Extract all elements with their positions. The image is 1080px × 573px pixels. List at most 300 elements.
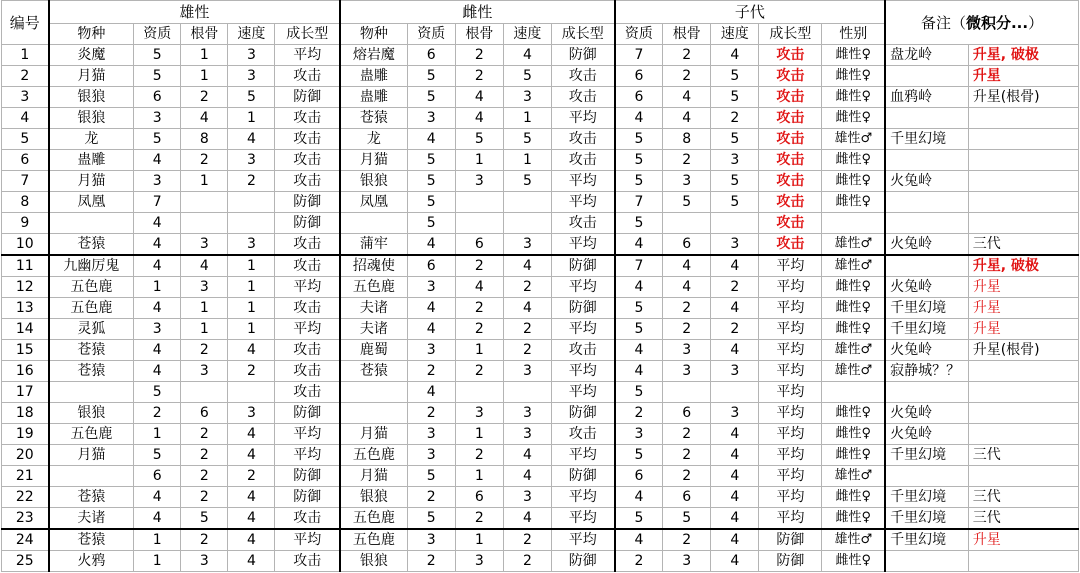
cell-offspring-gender: 雌性♀ xyxy=(822,551,885,572)
cell-id: 6 xyxy=(2,150,49,171)
cell-offspring-growth: 攻击 xyxy=(759,87,822,108)
cell-male-aptitude: 4 xyxy=(134,298,181,319)
cell-note-remark: 升星(根骨) xyxy=(968,340,1078,361)
cell-male-species: 九幽厉鬼 xyxy=(49,255,134,277)
cell-female-growth: 攻击 xyxy=(551,87,614,108)
cell-offspring-growth: 平均 xyxy=(759,445,822,466)
cell-male-bone: 2 xyxy=(181,150,228,171)
cell-female-bone: 2 xyxy=(455,298,503,319)
cell-offspring-aptitude: 5 xyxy=(615,298,663,319)
header-offspring-growth: 成长型 xyxy=(759,24,822,45)
cell-male-speed: 3 xyxy=(228,45,275,66)
cell-offspring-gender: 雌性♀ xyxy=(822,45,885,66)
cell-id: 19 xyxy=(2,424,49,445)
cell-male-growth: 防御 xyxy=(275,87,340,108)
cell-offspring-bone: 4 xyxy=(663,277,711,298)
cell-offspring-aptitude: 5 xyxy=(615,445,663,466)
cell-male-species: 银狼 xyxy=(49,403,134,424)
cell-offspring-speed: 4 xyxy=(711,466,759,487)
cell-female-species: 苍猿 xyxy=(340,361,407,382)
cell-male-growth: 平均 xyxy=(275,529,340,551)
table-row xyxy=(2,298,1079,319)
cell-female-speed: 4 xyxy=(503,255,551,277)
cell-female-growth: 平均 xyxy=(551,171,614,192)
cell-offspring-speed: 4 xyxy=(711,529,759,551)
cell-male-aptitude: 5 xyxy=(134,129,181,150)
cell-offspring-growth: 防御 xyxy=(759,551,822,572)
table-row xyxy=(2,340,1079,361)
cell-male-bone: 2 xyxy=(181,529,228,551)
header-id: 编号 xyxy=(2,1,49,45)
cell-female-bone: 2 xyxy=(455,255,503,277)
cell-offspring-bone: 5 xyxy=(663,192,711,213)
cell-male-growth: 攻击 xyxy=(275,234,340,256)
cell-female-speed: 2 xyxy=(503,529,551,551)
cell-offspring-bone: 3 xyxy=(663,171,711,192)
cell-male-aptitude: 3 xyxy=(134,171,181,192)
cell-male-species: 灵狐 xyxy=(49,319,134,340)
cell-offspring-growth: 攻击 xyxy=(759,150,822,171)
cell-male-aptitude: 6 xyxy=(134,466,181,487)
cell-id: 11 xyxy=(2,255,49,277)
cell-female-speed xyxy=(503,213,551,234)
table-row xyxy=(2,466,1079,487)
cell-offspring-aptitude: 4 xyxy=(615,234,663,256)
cell-offspring-growth: 攻击 xyxy=(759,66,822,87)
cell-female-species: 苍猿 xyxy=(340,108,407,129)
cell-female-species xyxy=(340,403,407,424)
cell-offspring-gender: 雌性♀ xyxy=(822,319,885,340)
cell-male-speed xyxy=(228,382,275,403)
cell-note-location: 火兔岭 xyxy=(885,277,968,298)
cell-offspring-gender: 雄性♂ xyxy=(822,361,885,382)
cell-male-speed: 3 xyxy=(228,66,275,87)
cell-id: 23 xyxy=(2,508,49,530)
cell-note-remark: 升星(根骨) xyxy=(968,87,1078,108)
cell-male-aptitude: 1 xyxy=(134,424,181,445)
cell-male-growth: 平均 xyxy=(275,319,340,340)
cell-offspring-growth: 平均 xyxy=(759,319,822,340)
cell-note-remark: 升星, 破极 xyxy=(968,255,1078,277)
cell-male-bone: 2 xyxy=(181,445,228,466)
breeding-table xyxy=(1,0,1079,572)
cell-note-remark xyxy=(968,403,1078,424)
cell-female-growth: 攻击 xyxy=(551,66,614,87)
cell-male-growth: 防御 xyxy=(275,487,340,508)
cell-offspring-growth: 平均 xyxy=(759,298,822,319)
cell-male-species: 龙 xyxy=(49,129,134,150)
cell-offspring-bone: 2 xyxy=(663,424,711,445)
cell-male-bone: 1 xyxy=(181,171,228,192)
header-female: 雌性 xyxy=(340,1,615,24)
cell-female-growth: 防御 xyxy=(551,466,614,487)
cell-note-location: 千里幻境 xyxy=(885,529,968,551)
cell-id: 8 xyxy=(2,192,49,213)
cell-male-speed: 1 xyxy=(228,277,275,298)
cell-female-growth: 攻击 xyxy=(551,340,614,361)
cell-id: 13 xyxy=(2,298,49,319)
cell-female-aptitude: 5 xyxy=(407,466,455,487)
cell-male-species: 月猫 xyxy=(49,66,134,87)
cell-female-species xyxy=(340,382,407,403)
header-female-growth: 成长型 xyxy=(551,24,614,45)
cell-male-speed: 4 xyxy=(228,129,275,150)
table-row xyxy=(2,234,1079,256)
cell-offspring-speed: 2 xyxy=(711,319,759,340)
cell-female-species: 月猫 xyxy=(340,466,407,487)
cell-female-species: 夫诸 xyxy=(340,319,407,340)
cell-female-bone xyxy=(455,382,503,403)
cell-note-remark: 三代 xyxy=(968,234,1078,256)
cell-offspring-growth: 平均 xyxy=(759,340,822,361)
cell-female-growth: 防御 xyxy=(551,45,614,66)
cell-female-aptitude: 4 xyxy=(407,234,455,256)
cell-offspring-speed: 3 xyxy=(711,403,759,424)
table-row xyxy=(2,66,1079,87)
table-row xyxy=(2,45,1079,66)
cell-female-bone: 3 xyxy=(455,551,503,572)
cell-id: 14 xyxy=(2,319,49,340)
cell-male-species: 苍猿 xyxy=(49,340,134,361)
cell-male-growth: 防御 xyxy=(275,466,340,487)
cell-male-aptitude: 5 xyxy=(134,382,181,403)
cell-female-bone: 1 xyxy=(455,424,503,445)
cell-offspring-speed: 3 xyxy=(711,150,759,171)
cell-female-species: 五色鹿 xyxy=(340,529,407,551)
cell-male-species: 火鸦 xyxy=(49,551,134,572)
cell-note-location: 盘龙岭 xyxy=(885,45,968,66)
cell-female-speed xyxy=(503,192,551,213)
cell-female-growth: 平均 xyxy=(551,319,614,340)
cell-offspring-speed: 4 xyxy=(711,445,759,466)
cell-offspring-bone: 2 xyxy=(663,150,711,171)
cell-female-species: 五色鹿 xyxy=(340,445,407,466)
cell-male-growth: 平均 xyxy=(275,424,340,445)
cell-male-aptitude: 3 xyxy=(134,319,181,340)
cell-female-growth: 平均 xyxy=(551,277,614,298)
table-row xyxy=(2,529,1079,551)
cell-offspring-bone: 3 xyxy=(663,361,711,382)
cell-female-aptitude: 4 xyxy=(407,382,455,403)
cell-female-aptitude: 3 xyxy=(407,529,455,551)
cell-male-speed: 1 xyxy=(228,298,275,319)
cell-note-remark: 升星 xyxy=(968,66,1078,87)
cell-offspring-aptitude: 4 xyxy=(615,487,663,508)
table-row xyxy=(2,361,1079,382)
cell-offspring-growth: 攻击 xyxy=(759,108,822,129)
cell-offspring-bone: 2 xyxy=(663,445,711,466)
cell-offspring-bone: 2 xyxy=(663,66,711,87)
cell-male-growth: 攻击 xyxy=(275,108,340,129)
cell-male-species: 苍猿 xyxy=(49,529,134,551)
cell-offspring-gender: 雄性♂ xyxy=(822,234,885,256)
cell-female-aptitude: 3 xyxy=(407,277,455,298)
cell-female-bone: 3 xyxy=(455,171,503,192)
cell-id: 4 xyxy=(2,108,49,129)
cell-offspring-gender: 雄性♂ xyxy=(822,466,885,487)
cell-female-bone: 2 xyxy=(455,445,503,466)
cell-offspring-bone: 2 xyxy=(663,319,711,340)
cell-id: 25 xyxy=(2,551,49,572)
cell-female-species: 凤凰 xyxy=(340,192,407,213)
cell-male-speed: 4 xyxy=(228,424,275,445)
cell-offspring-speed: 4 xyxy=(711,298,759,319)
cell-note-location: 血鸦岭 xyxy=(885,87,968,108)
cell-note-location: 千里幻境 xyxy=(885,129,968,150)
cell-id: 3 xyxy=(2,87,49,108)
cell-female-aptitude: 6 xyxy=(407,255,455,277)
cell-female-bone: 2 xyxy=(455,66,503,87)
cell-offspring-gender: 雌性♀ xyxy=(822,87,885,108)
cell-note-remark xyxy=(968,150,1078,171)
cell-note-location xyxy=(885,382,968,403)
cell-male-bone: 1 xyxy=(181,298,228,319)
cell-offspring-speed: 4 xyxy=(711,508,759,530)
cell-offspring-growth: 平均 xyxy=(759,382,822,403)
cell-male-bone: 4 xyxy=(181,255,228,277)
cell-id: 15 xyxy=(2,340,49,361)
cell-male-species xyxy=(49,466,134,487)
cell-note-remark: 升星, 破极 xyxy=(968,45,1078,66)
cell-offspring-gender: 雄性♂ xyxy=(822,529,885,551)
cell-female-speed: 2 xyxy=(503,551,551,572)
cell-male-growth: 攻击 xyxy=(275,255,340,277)
cell-id: 22 xyxy=(2,487,49,508)
cell-offspring-speed: 2 xyxy=(711,108,759,129)
cell-female-aptitude: 5 xyxy=(407,150,455,171)
cell-female-aptitude: 5 xyxy=(407,508,455,530)
cell-offspring-bone xyxy=(663,382,711,403)
cell-male-growth: 平均 xyxy=(275,277,340,298)
cell-offspring-growth: 攻击 xyxy=(759,45,822,66)
cell-male-aptitude: 4 xyxy=(134,213,181,234)
cell-id: 21 xyxy=(2,466,49,487)
cell-male-growth: 攻击 xyxy=(275,150,340,171)
cell-male-speed: 2 xyxy=(228,361,275,382)
cell-female-speed: 5 xyxy=(503,129,551,150)
header-note-text: 备注（ xyxy=(920,13,966,32)
cell-female-speed: 3 xyxy=(503,403,551,424)
cell-female-bone: 2 xyxy=(455,361,503,382)
cell-offspring-aptitude: 7 xyxy=(615,45,663,66)
cell-female-aptitude: 2 xyxy=(407,361,455,382)
cell-male-speed: 2 xyxy=(228,466,275,487)
cell-female-growth: 平均 xyxy=(551,508,614,530)
cell-female-speed: 3 xyxy=(503,424,551,445)
cell-offspring-aptitude: 5 xyxy=(615,150,663,171)
cell-offspring-growth: 攻击 xyxy=(759,171,822,192)
cell-female-species: 熔岩魔 xyxy=(340,45,407,66)
header-offspring-aptitude: 资质 xyxy=(615,24,663,45)
cell-offspring-growth: 攻击 xyxy=(759,213,822,234)
cell-note-remark xyxy=(968,213,1078,234)
cell-female-aptitude: 5 xyxy=(407,171,455,192)
cell-female-aptitude: 5 xyxy=(407,192,455,213)
cell-offspring-growth: 平均 xyxy=(759,424,822,445)
cell-male-growth: 攻击 xyxy=(275,382,340,403)
cell-offspring-aptitude: 6 xyxy=(615,66,663,87)
cell-male-growth: 攻击 xyxy=(275,551,340,572)
cell-offspring-bone: 6 xyxy=(663,234,711,256)
cell-male-aptitude: 4 xyxy=(134,150,181,171)
cell-male-growth: 攻击 xyxy=(275,361,340,382)
cell-offspring-growth: 平均 xyxy=(759,403,822,424)
cell-offspring-aptitude: 5 xyxy=(615,213,663,234)
cell-note-remark: 升星 xyxy=(968,298,1078,319)
cell-male-growth: 防御 xyxy=(275,213,340,234)
cell-female-species: 月猫 xyxy=(340,150,407,171)
cell-male-bone: 2 xyxy=(181,340,228,361)
cell-female-growth: 平均 xyxy=(551,529,614,551)
cell-female-species xyxy=(340,213,407,234)
cell-female-aptitude: 2 xyxy=(407,487,455,508)
cell-female-growth: 平均 xyxy=(551,382,614,403)
cell-male-species: 月猫 xyxy=(49,445,134,466)
cell-offspring-growth: 平均 xyxy=(759,508,822,530)
table-row xyxy=(2,255,1079,277)
table-row xyxy=(2,171,1079,192)
header-female-speed: 速度 xyxy=(503,24,551,45)
cell-male-species xyxy=(49,213,134,234)
cell-female-growth: 防御 xyxy=(551,551,614,572)
cell-female-species: 五色鹿 xyxy=(340,508,407,530)
cell-male-speed xyxy=(228,192,275,213)
cell-note-remark xyxy=(968,192,1078,213)
cell-offspring-speed: 3 xyxy=(711,234,759,256)
cell-female-bone xyxy=(455,213,503,234)
cell-note-location: 千里幻境 xyxy=(885,319,968,340)
cell-note-remark xyxy=(968,551,1078,572)
cell-offspring-growth: 防御 xyxy=(759,529,822,551)
table-row xyxy=(2,319,1079,340)
cell-male-growth: 攻击 xyxy=(275,508,340,530)
cell-female-speed: 2 xyxy=(503,340,551,361)
cell-note-remark xyxy=(968,466,1078,487)
cell-female-species: 银狼 xyxy=(340,551,407,572)
cell-offspring-gender: 雌性♀ xyxy=(822,487,885,508)
cell-note-location: 火兔岭 xyxy=(885,171,968,192)
cell-female-bone: 5 xyxy=(455,129,503,150)
cell-male-speed: 1 xyxy=(228,255,275,277)
cell-female-species: 夫诸 xyxy=(340,298,407,319)
cell-note-remark xyxy=(968,382,1078,403)
cell-male-speed: 1 xyxy=(228,108,275,129)
cell-female-species: 银狼 xyxy=(340,487,407,508)
cell-male-aptitude: 4 xyxy=(134,508,181,530)
cell-male-growth: 攻击 xyxy=(275,298,340,319)
cell-note-remark: 升星 xyxy=(968,529,1078,551)
cell-offspring-aptitude: 4 xyxy=(615,529,663,551)
cell-offspring-bone xyxy=(663,213,711,234)
cell-male-growth: 攻击 xyxy=(275,171,340,192)
cell-male-bone: 1 xyxy=(181,66,228,87)
cell-male-bone: 2 xyxy=(181,466,228,487)
cell-female-bone: 2 xyxy=(455,508,503,530)
cell-female-speed: 4 xyxy=(503,45,551,66)
table-row xyxy=(2,129,1079,150)
cell-offspring-growth: 攻击 xyxy=(759,234,822,256)
cell-offspring-aptitude: 5 xyxy=(615,129,663,150)
cell-offspring-aptitude: 5 xyxy=(615,171,663,192)
cell-male-aptitude: 1 xyxy=(134,551,181,572)
table-row xyxy=(2,192,1079,213)
cell-female-speed: 4 xyxy=(503,466,551,487)
cell-male-bone: 6 xyxy=(181,403,228,424)
cell-offspring-growth: 平均 xyxy=(759,466,822,487)
cell-male-bone: 2 xyxy=(181,87,228,108)
cell-male-aptitude: 5 xyxy=(134,45,181,66)
cell-female-growth: 攻击 xyxy=(551,129,614,150)
cell-offspring-speed: 5 xyxy=(711,66,759,87)
cell-male-speed: 4 xyxy=(228,551,275,572)
cell-female-speed: 3 xyxy=(503,87,551,108)
cell-female-growth: 攻击 xyxy=(551,213,614,234)
cell-offspring-bone: 3 xyxy=(663,551,711,572)
cell-note-location xyxy=(885,255,968,277)
cell-male-growth: 平均 xyxy=(275,45,340,66)
cell-female-aptitude: 3 xyxy=(407,108,455,129)
cell-male-bone: 3 xyxy=(181,277,228,298)
cell-female-aptitude: 3 xyxy=(407,340,455,361)
cell-male-species: 苍猿 xyxy=(49,487,134,508)
header-note-tail: ） xyxy=(1028,13,1044,32)
cell-offspring-speed: 4 xyxy=(711,551,759,572)
cell-male-aptitude: 3 xyxy=(134,108,181,129)
header-offspring-gender: 性别 xyxy=(822,24,885,45)
cell-offspring-speed: 4 xyxy=(711,255,759,277)
table-row xyxy=(2,87,1079,108)
cell-note-location: 火兔岭 xyxy=(885,403,968,424)
cell-offspring-growth: 平均 xyxy=(759,277,822,298)
cell-offspring-aptitude: 4 xyxy=(615,108,663,129)
cell-note-location: 火兔岭 xyxy=(885,234,968,256)
cell-male-species: 苍猿 xyxy=(49,234,134,256)
cell-male-species: 月猫 xyxy=(49,171,134,192)
cell-female-species: 龙 xyxy=(340,129,407,150)
cell-male-bone: 3 xyxy=(181,234,228,256)
cell-male-speed: 3 xyxy=(228,403,275,424)
cell-note-location xyxy=(885,108,968,129)
cell-female-speed: 4 xyxy=(503,445,551,466)
cell-offspring-aptitude: 2 xyxy=(615,403,663,424)
cell-male-species: 夫诸 xyxy=(49,508,134,530)
cell-male-bone: 8 xyxy=(181,129,228,150)
table-row xyxy=(2,508,1079,530)
header-offspring: 子代 xyxy=(615,1,885,24)
cell-offspring-bone: 4 xyxy=(663,108,711,129)
cell-female-growth: 防御 xyxy=(551,403,614,424)
cell-female-speed: 2 xyxy=(503,319,551,340)
cell-offspring-speed: 2 xyxy=(711,277,759,298)
cell-offspring-speed: 5 xyxy=(711,171,759,192)
cell-female-aptitude: 4 xyxy=(407,129,455,150)
cell-female-growth: 攻击 xyxy=(551,150,614,171)
cell-note-location: 千里幻境 xyxy=(885,445,968,466)
cell-female-aptitude: 3 xyxy=(407,424,455,445)
cell-offspring-aptitude: 5 xyxy=(615,319,663,340)
cell-female-bone: 3 xyxy=(455,403,503,424)
cell-offspring-bone: 3 xyxy=(663,340,711,361)
cell-id: 20 xyxy=(2,445,49,466)
cell-offspring-gender: 雌性♀ xyxy=(822,192,885,213)
cell-male-bone: 4 xyxy=(181,108,228,129)
cell-offspring-growth: 攻击 xyxy=(759,129,822,150)
cell-male-speed: 2 xyxy=(228,171,275,192)
cell-female-species: 银狼 xyxy=(340,171,407,192)
table-row xyxy=(2,403,1079,424)
table-row xyxy=(2,213,1079,234)
cell-id: 18 xyxy=(2,403,49,424)
